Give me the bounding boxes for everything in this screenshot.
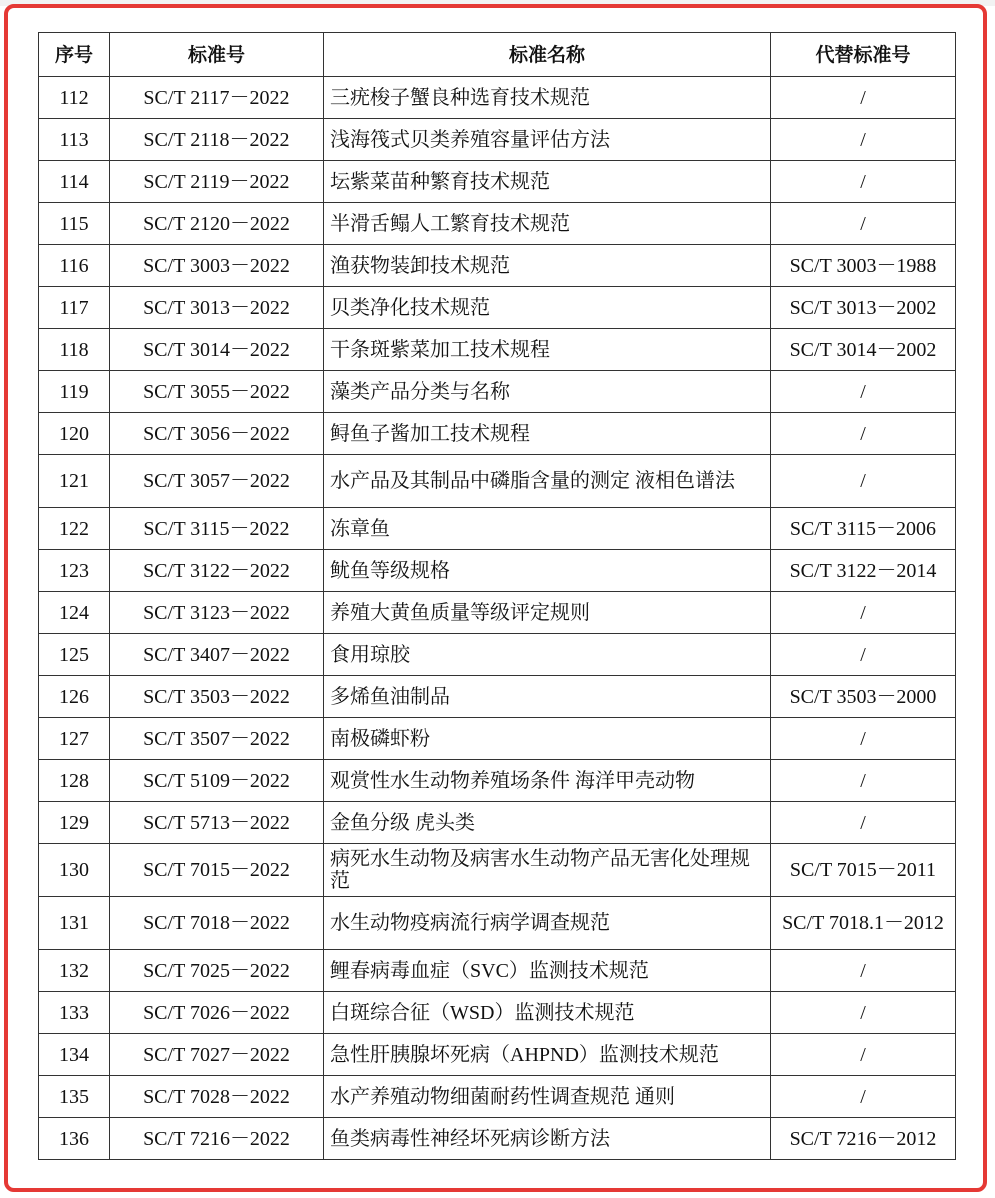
table-row [39, 634, 956, 676]
row-standard-code: SC/T 7025－2022 [110, 950, 324, 992]
table-row [39, 760, 956, 802]
header-row [39, 33, 956, 77]
row-standard-name: 浅海筏式贝类养殖容量评估方法 [324, 119, 771, 161]
row-replaced-standard: SC/T 3122－2014 [771, 550, 956, 592]
row-serial-no: 132 [39, 950, 110, 992]
table-row [39, 897, 956, 950]
row-serial-no: 129 [39, 802, 110, 844]
row-standard-code: SC/T 3003－2022 [110, 245, 324, 287]
row-standard-code: SC/T 7028－2022 [110, 1076, 324, 1118]
row-standard-name: 多烯鱼油制品 [324, 676, 771, 718]
table-row [39, 77, 956, 119]
row-standard-code: SC/T 3013－2022 [110, 287, 324, 329]
row-standard-name: 水产养殖动物细菌耐药性调查规范 通则 [324, 1076, 771, 1118]
row-replaced-standard: / [771, 1034, 956, 1076]
row-replaced-standard: / [771, 119, 956, 161]
row-standard-code: SC/T 7027－2022 [110, 1034, 324, 1076]
row-replaced-standard: / [771, 77, 956, 119]
table-body [39, 77, 956, 1160]
table-row [39, 508, 956, 550]
row-serial-no: 120 [39, 413, 110, 455]
row-standard-code: SC/T 3014－2022 [110, 329, 324, 371]
row-standard-name: 食用琼胶 [324, 634, 771, 676]
row-serial-no: 121 [39, 455, 110, 508]
header-standard-code: 标准号 [110, 33, 324, 77]
table-row [39, 802, 956, 844]
row-replaced-standard: SC/T 3013－2002 [771, 287, 956, 329]
row-standard-name: 半滑舌鳎人工繁育技术规范 [324, 203, 771, 245]
row-standard-name: 病死水生动物及病害水生动物产品无害化处理规范 [324, 844, 771, 897]
table-row [39, 1034, 956, 1076]
table-row [39, 329, 956, 371]
table-row [39, 245, 956, 287]
row-serial-no: 124 [39, 592, 110, 634]
row-standard-name: 鲟鱼子酱加工技术规程 [324, 413, 771, 455]
row-replaced-standard: SC/T 7018.1－2012 [771, 897, 956, 950]
row-serial-no: 112 [39, 77, 110, 119]
row-standard-code: SC/T 3055－2022 [110, 371, 324, 413]
row-serial-no: 114 [39, 161, 110, 203]
row-standard-code: SC/T 3503－2022 [110, 676, 324, 718]
row-replaced-standard: / [771, 371, 956, 413]
row-replaced-standard: / [771, 203, 956, 245]
row-serial-no: 126 [39, 676, 110, 718]
row-serial-no: 136 [39, 1118, 110, 1160]
row-replaced-standard: SC/T 3115－2006 [771, 508, 956, 550]
row-replaced-standard: / [771, 455, 956, 508]
row-standard-code: SC/T 2120－2022 [110, 203, 324, 245]
row-serial-no: 113 [39, 119, 110, 161]
row-standard-code: SC/T 7018－2022 [110, 897, 324, 950]
table-row [39, 371, 956, 413]
row-standard-name: 三疣梭子蟹良种选育技术规范 [324, 77, 771, 119]
row-replaced-standard: / [771, 760, 956, 802]
row-standard-name: 干条斑紫菜加工技术规程 [324, 329, 771, 371]
table-row [39, 119, 956, 161]
row-standard-code: SC/T 5109－2022 [110, 760, 324, 802]
row-standard-code: SC/T 3122－2022 [110, 550, 324, 592]
row-standard-code: SC/T 7216－2022 [110, 1118, 324, 1160]
row-standard-name: 鱿鱼等级规格 [324, 550, 771, 592]
row-standard-name: 水产品及其制品中磷脂含量的测定 液相色谱法 [324, 455, 771, 508]
row-standard-code: SC/T 5713－2022 [110, 802, 324, 844]
table-row [39, 203, 956, 245]
row-replaced-standard: SC/T 3014－2002 [771, 329, 956, 371]
row-standard-name: 坛紫菜苗种繁育技术规范 [324, 161, 771, 203]
row-standard-name: 渔获物装卸技术规范 [324, 245, 771, 287]
row-replaced-standard: / [771, 802, 956, 844]
table-row [39, 550, 956, 592]
row-replaced-standard: / [771, 992, 956, 1034]
table-row [39, 718, 956, 760]
row-standard-code: SC/T 2117－2022 [110, 77, 324, 119]
row-replaced-standard: / [771, 634, 956, 676]
table-row [39, 992, 956, 1034]
row-standard-code: SC/T 3057－2022 [110, 455, 324, 508]
row-serial-no: 116 [39, 245, 110, 287]
row-serial-no: 123 [39, 550, 110, 592]
header-replaced-standard: 代替标准号 [771, 33, 956, 77]
row-serial-no: 115 [39, 203, 110, 245]
row-serial-no: 118 [39, 329, 110, 371]
header-serial-no: 序号 [39, 33, 110, 77]
table-row [39, 455, 956, 508]
table-row [39, 287, 956, 329]
row-replaced-standard: / [771, 413, 956, 455]
row-standard-name: 贝类净化技术规范 [324, 287, 771, 329]
row-serial-no: 130 [39, 844, 110, 897]
row-standard-code: SC/T 2119－2022 [110, 161, 324, 203]
row-standard-name: 南极磷虾粉 [324, 718, 771, 760]
row-serial-no: 133 [39, 992, 110, 1034]
row-standard-name: 藻类产品分类与名称 [324, 371, 771, 413]
row-standard-code: SC/T 3407－2022 [110, 634, 324, 676]
row-standard-code: SC/T 7015－2022 [110, 844, 324, 897]
row-serial-no: 134 [39, 1034, 110, 1076]
table-row [39, 413, 956, 455]
row-standard-code: SC/T 3123－2022 [110, 592, 324, 634]
standards-table [38, 32, 956, 1160]
row-serial-no: 131 [39, 897, 110, 950]
row-serial-no: 135 [39, 1076, 110, 1118]
row-standard-name: 养殖大黄鱼质量等级评定规则 [324, 592, 771, 634]
table-row [39, 1118, 956, 1160]
header-standard-name: 标准名称 [324, 33, 771, 77]
table-row [39, 676, 956, 718]
row-replaced-standard: / [771, 592, 956, 634]
row-standard-code: SC/T 2118－2022 [110, 119, 324, 161]
row-standard-code: SC/T 3507－2022 [110, 718, 324, 760]
table-row [39, 1076, 956, 1118]
row-serial-no: 117 [39, 287, 110, 329]
row-serial-no: 127 [39, 718, 110, 760]
row-standard-name: 鱼类病毒性神经坏死病诊断方法 [324, 1118, 771, 1160]
table-row [39, 950, 956, 992]
row-replaced-standard: SC/T 3503－2000 [771, 676, 956, 718]
row-standard-code: SC/T 3115－2022 [110, 508, 324, 550]
row-replaced-standard: / [771, 718, 956, 760]
row-replaced-standard: / [771, 950, 956, 992]
row-serial-no: 119 [39, 371, 110, 413]
row-standard-name: 白斑综合征（WSD）监测技术规范 [324, 992, 771, 1034]
row-standard-code: SC/T 3056－2022 [110, 413, 324, 455]
row-standard-code: SC/T 7026－2022 [110, 992, 324, 1034]
row-serial-no: 125 [39, 634, 110, 676]
table-row [39, 592, 956, 634]
row-replaced-standard: SC/T 3003－1988 [771, 245, 956, 287]
table-row [39, 844, 956, 897]
row-standard-name: 冻章鱼 [324, 508, 771, 550]
table-row [39, 161, 956, 203]
row-standard-name: 金鱼分级 虎头类 [324, 802, 771, 844]
row-standard-name: 观赏性水生动物养殖场条件 海洋甲壳动物 [324, 760, 771, 802]
row-standard-name: 水生动物疫病流行病学调查规范 [324, 897, 771, 950]
row-standard-name: 急性肝胰腺坏死病（AHPND）监测技术规范 [324, 1034, 771, 1076]
row-replaced-standard: SC/T 7216－2012 [771, 1118, 956, 1160]
row-serial-no: 122 [39, 508, 110, 550]
row-standard-name: 鲤春病毒血症（SVC）监测技术规范 [324, 950, 771, 992]
row-replaced-standard: / [771, 161, 956, 203]
table-header [39, 33, 956, 77]
row-replaced-standard: SC/T 7015－2011 [771, 844, 956, 897]
row-replaced-standard: / [771, 1076, 956, 1118]
row-serial-no: 128 [39, 760, 110, 802]
